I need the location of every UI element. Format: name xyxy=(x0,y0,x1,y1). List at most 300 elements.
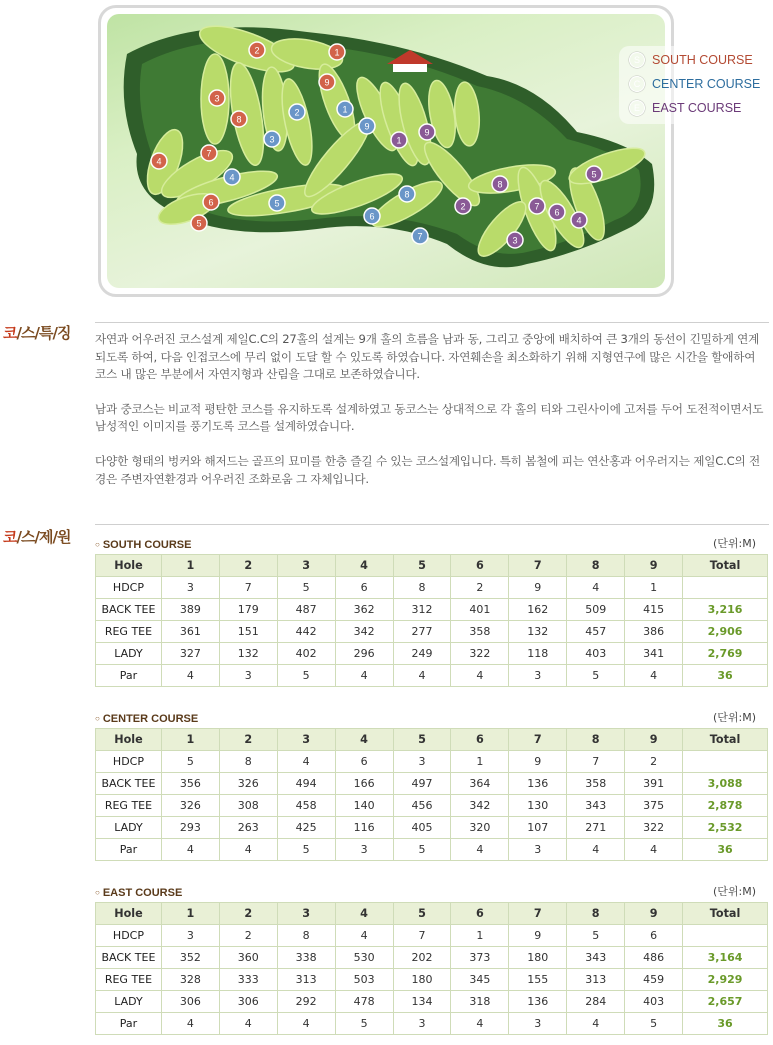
total-cell xyxy=(683,751,768,773)
course-name: ○ SOUTH COURSE xyxy=(95,539,191,551)
table-cell: 180 xyxy=(509,947,567,969)
row-label: Par xyxy=(96,1013,162,1035)
title-char: 코 xyxy=(3,528,17,546)
column-header: 4 xyxy=(335,903,393,925)
scorecard-table xyxy=(95,902,768,1035)
table-cell: 402 xyxy=(277,643,335,665)
row-label: REG TEE xyxy=(96,969,162,991)
table-cell: 1 xyxy=(451,751,509,773)
table-cell: 8 xyxy=(219,751,277,773)
column-header: 2 xyxy=(219,729,277,751)
center-hole-1-marker xyxy=(337,101,353,117)
table-row xyxy=(96,839,768,861)
table-cell: 2 xyxy=(625,751,683,773)
table-cell: 3 xyxy=(161,925,219,947)
scorecard-table xyxy=(95,728,768,861)
features-paragraph: 다양한 형태의 벙커와 해저드는 골프의 묘미를 한층 즐길 수 있는 코스설계입니다. 특히 봄철에 피는 연산홍과 어우러지는 제일C.C의 전경은 주변자연환경과 어우러진 조화로움 그 자체입니다. xyxy=(95,453,760,486)
table-cell: 5 xyxy=(393,839,451,861)
south-hole-8-marker xyxy=(231,111,247,127)
south-hole-7-marker xyxy=(201,145,217,161)
table-cell: 202 xyxy=(393,947,451,969)
table-cell: 312 xyxy=(393,599,451,621)
table-cell: 3 xyxy=(219,665,277,687)
table-cell: 116 xyxy=(335,817,393,839)
table-cell: 401 xyxy=(451,599,509,621)
section-title-features: 코/스/특/징 xyxy=(3,324,71,342)
table-cell: 277 xyxy=(393,621,451,643)
table-cell: 3 xyxy=(161,577,219,599)
row-label: HDCP xyxy=(96,751,162,773)
row-label: HDCP xyxy=(96,925,162,947)
south-hole-1-marker xyxy=(329,44,345,60)
table-cell: 130 xyxy=(509,795,567,817)
svg-text:9: 9 xyxy=(364,121,370,132)
course-name: ○ CENTER COURSE xyxy=(95,713,198,725)
center-hole-3-marker xyxy=(264,131,280,147)
section-title-specs: 코/스/제/원 xyxy=(3,528,71,546)
features-paragraph: 자연과 어우러진 코스설계 제일C.C의 27홀의 설계는 9개 홀의 흐름을 남과 동, 그리고 중앙에 배치하여 큰 3개의 동선이 긴밀하게 연계되도록 하여, 다음 인접코스에 무리 없이 도달 할 수 있도록 하였습니다. 자연훼손을 최소화하기 위해 지형연구에 많은 시간을 할애하여 코스 내 많은 부분에서 자연지형과 산림을 그대로 보존하였습니다. xyxy=(95,332,760,382)
south-hole-3-marker xyxy=(209,90,225,106)
map-legend xyxy=(619,46,769,124)
svg-text:3: 3 xyxy=(269,134,275,145)
east-hole-5-marker xyxy=(586,166,602,182)
svg-text:5: 5 xyxy=(591,169,597,180)
column-header: 8 xyxy=(567,903,625,925)
table-cell: 249 xyxy=(393,643,451,665)
svg-text:6: 6 xyxy=(208,197,214,208)
table-row xyxy=(96,1013,768,1035)
svg-text:8: 8 xyxy=(404,189,410,200)
title-char: 제 xyxy=(38,528,53,546)
legend-east-label: EAST COURSE xyxy=(652,101,742,115)
row-label: LADY xyxy=(96,817,162,839)
table-cell: 313 xyxy=(567,969,625,991)
table-cell: 2 xyxy=(219,925,277,947)
table-cell: 389 xyxy=(161,599,219,621)
table-cell: 4 xyxy=(335,925,393,947)
table-cell: 4 xyxy=(161,665,219,687)
svg-text:8: 8 xyxy=(497,179,503,190)
table-cell: 333 xyxy=(219,969,277,991)
svg-text:5: 5 xyxy=(274,198,280,209)
course-table-header xyxy=(95,880,768,902)
table-cell: 6 xyxy=(625,925,683,947)
table-cell: 5 xyxy=(567,665,625,687)
table-cell: 263 xyxy=(219,817,277,839)
table-cell: 456 xyxy=(393,795,451,817)
center-hole-5-marker xyxy=(269,195,285,211)
svg-text:9: 9 xyxy=(324,77,330,88)
column-header: Total xyxy=(683,729,768,751)
table-cell: 486 xyxy=(625,947,683,969)
table-cell: 6 xyxy=(335,577,393,599)
center-hole-6-marker xyxy=(364,208,380,224)
center-marker-icon: C xyxy=(629,76,645,92)
table-cell: 375 xyxy=(625,795,683,817)
row-label: REG TEE xyxy=(96,795,162,817)
total-cell: 2,929 xyxy=(683,969,768,991)
svg-text:2: 2 xyxy=(460,201,466,212)
svg-text:3: 3 xyxy=(214,93,220,104)
table-row xyxy=(96,751,768,773)
column-header: 5 xyxy=(393,555,451,577)
legend-center-label: CENTER COURSE xyxy=(652,77,761,91)
table-cell: 4 xyxy=(161,1013,219,1035)
table-cell: 8 xyxy=(277,925,335,947)
table-cell: 362 xyxy=(335,599,393,621)
svg-text:7: 7 xyxy=(206,148,212,159)
column-header: 5 xyxy=(393,903,451,925)
total-cell: 2,532 xyxy=(683,817,768,839)
table-cell: 4 xyxy=(161,839,219,861)
column-header: 7 xyxy=(509,555,567,577)
east-hole-8-marker xyxy=(492,176,508,192)
column-header: 7 xyxy=(509,729,567,751)
table-cell: 4 xyxy=(567,1013,625,1035)
center-hole-8-marker xyxy=(399,186,415,202)
table-cell: 136 xyxy=(509,773,567,795)
table-cell: 166 xyxy=(335,773,393,795)
east-hole-6-marker xyxy=(549,204,565,220)
east-hole-3-marker xyxy=(507,232,523,248)
table-cell: 118 xyxy=(509,643,567,665)
table-cell: 5 xyxy=(335,1013,393,1035)
column-header: 6 xyxy=(451,729,509,751)
column-header: 7 xyxy=(509,903,567,925)
divider xyxy=(95,524,769,525)
row-label: LADY xyxy=(96,643,162,665)
center-hole-2-marker xyxy=(289,104,305,120)
south-hole-6-marker xyxy=(203,194,219,210)
east-hole-2-marker xyxy=(455,198,471,214)
total-cell xyxy=(683,577,768,599)
table-cell: 328 xyxy=(161,969,219,991)
column-header: 1 xyxy=(161,903,219,925)
table-cell: 415 xyxy=(625,599,683,621)
column-header: 6 xyxy=(451,555,509,577)
table-cell: 284 xyxy=(567,991,625,1013)
column-header: 9 xyxy=(625,903,683,925)
table-cell: 296 xyxy=(335,643,393,665)
total-cell: 2,878 xyxy=(683,795,768,817)
table-cell: 403 xyxy=(625,991,683,1013)
legend-center xyxy=(629,74,760,94)
table-cell: 3 xyxy=(335,839,393,861)
svg-text:7: 7 xyxy=(417,231,423,242)
table-cell: 4 xyxy=(277,751,335,773)
center-hole-9-marker xyxy=(359,118,375,134)
table-row xyxy=(96,577,768,599)
table-cell: 322 xyxy=(625,817,683,839)
total-cell: 36 xyxy=(683,839,768,861)
table-cell: 530 xyxy=(335,947,393,969)
column-header: 3 xyxy=(277,555,335,577)
table-cell: 4 xyxy=(335,665,393,687)
table-cell: 360 xyxy=(219,947,277,969)
svg-text:4: 4 xyxy=(229,172,235,183)
table-cell: 1 xyxy=(451,925,509,947)
table-cell: 442 xyxy=(277,621,335,643)
table-cell: 4 xyxy=(219,839,277,861)
table-cell: 352 xyxy=(161,947,219,969)
column-header: 8 xyxy=(567,555,625,577)
table-cell: 179 xyxy=(219,599,277,621)
table-cell: 487 xyxy=(277,599,335,621)
table-cell: 364 xyxy=(451,773,509,795)
title-char: 스 xyxy=(20,324,35,342)
table-cell: 8 xyxy=(393,577,451,599)
table-cell: 320 xyxy=(451,817,509,839)
table-cell: 356 xyxy=(161,773,219,795)
table-cell: 3 xyxy=(509,839,567,861)
column-header: 5 xyxy=(393,729,451,751)
table-cell: 425 xyxy=(277,817,335,839)
course-table-header xyxy=(95,706,768,728)
title-char: 특 xyxy=(38,324,53,342)
unit-label: (단위:M) xyxy=(712,711,756,724)
svg-text:2: 2 xyxy=(294,107,300,118)
row-label: HDCP xyxy=(96,577,162,599)
title-char: 스 xyxy=(20,528,35,546)
course-table-east xyxy=(95,880,768,1035)
table-cell: 386 xyxy=(625,621,683,643)
column-header: 3 xyxy=(277,729,335,751)
table-cell: 151 xyxy=(219,621,277,643)
row-label: REG TEE xyxy=(96,621,162,643)
svg-text:1: 1 xyxy=(334,47,340,58)
table-cell: 134 xyxy=(393,991,451,1013)
table-cell: 494 xyxy=(277,773,335,795)
table-cell: 293 xyxy=(161,817,219,839)
table-cell: 107 xyxy=(509,817,567,839)
table-row xyxy=(96,773,768,795)
column-header: 9 xyxy=(625,729,683,751)
column-header: 4 xyxy=(335,729,393,751)
title-char: 원 xyxy=(56,528,71,546)
table-cell: 342 xyxy=(335,621,393,643)
unit-label: (단위:M) xyxy=(712,537,756,550)
column-header: Hole xyxy=(96,903,162,925)
table-cell: 343 xyxy=(567,947,625,969)
title-char: 징 xyxy=(56,324,71,342)
title-char: 코 xyxy=(3,324,17,342)
table-cell: 358 xyxy=(451,621,509,643)
table-row xyxy=(96,599,768,621)
table-cell: 132 xyxy=(509,621,567,643)
table-cell: 6 xyxy=(335,751,393,773)
svg-text:8: 8 xyxy=(236,114,242,125)
east-hole-9-marker xyxy=(419,124,435,140)
table-cell: 478 xyxy=(335,991,393,1013)
total-cell: 3,088 xyxy=(683,773,768,795)
svg-text:4: 4 xyxy=(156,156,162,167)
table-cell: 5 xyxy=(161,751,219,773)
table-cell: 3 xyxy=(509,1013,567,1035)
table-row xyxy=(96,925,768,947)
column-header: 2 xyxy=(219,903,277,925)
table-cell: 292 xyxy=(277,991,335,1013)
table-row xyxy=(96,795,768,817)
course-table-south xyxy=(95,532,768,687)
south-hole-5-marker xyxy=(191,215,207,231)
table-cell: 132 xyxy=(219,643,277,665)
svg-text:3: 3 xyxy=(512,235,518,246)
table-cell: 180 xyxy=(393,969,451,991)
table-cell: 5 xyxy=(277,665,335,687)
table-cell: 4 xyxy=(451,839,509,861)
table-cell: 4 xyxy=(625,665,683,687)
table-cell: 322 xyxy=(451,643,509,665)
total-cell: 2,769 xyxy=(683,643,768,665)
table-cell: 4 xyxy=(451,665,509,687)
table-cell: 140 xyxy=(335,795,393,817)
table-cell: 313 xyxy=(277,969,335,991)
svg-text:4: 4 xyxy=(576,215,582,226)
table-row xyxy=(96,947,768,969)
table-cell: 405 xyxy=(393,817,451,839)
table-header-row xyxy=(96,555,768,577)
south-hole-4-marker xyxy=(151,153,167,169)
table-cell: 338 xyxy=(277,947,335,969)
course-features-text xyxy=(95,331,767,505)
table-cell: 503 xyxy=(335,969,393,991)
svg-text:6: 6 xyxy=(554,207,560,218)
course-table-center xyxy=(95,706,768,861)
table-cell: 4 xyxy=(451,1013,509,1035)
table-cell: 509 xyxy=(567,599,625,621)
column-header: 8 xyxy=(567,729,625,751)
table-cell: 342 xyxy=(451,795,509,817)
column-header: 1 xyxy=(161,729,219,751)
course-table-header xyxy=(95,532,768,554)
total-cell: 36 xyxy=(683,665,768,687)
column-header: 4 xyxy=(335,555,393,577)
east-hole-1-marker xyxy=(391,132,407,148)
column-header: 3 xyxy=(277,903,335,925)
table-cell: 306 xyxy=(219,991,277,1013)
table-cell: 458 xyxy=(277,795,335,817)
table-cell: 7 xyxy=(393,925,451,947)
table-cell: 308 xyxy=(219,795,277,817)
course-map-frame xyxy=(98,5,761,297)
table-cell: 306 xyxy=(161,991,219,1013)
table-cell: 3 xyxy=(393,1013,451,1035)
total-cell: 36 xyxy=(683,1013,768,1035)
table-cell: 345 xyxy=(451,969,509,991)
east-marker-icon: E xyxy=(629,100,645,116)
table-cell: 155 xyxy=(509,969,567,991)
table-row xyxy=(96,991,768,1013)
row-label: BACK TEE xyxy=(96,947,162,969)
table-header-row xyxy=(96,729,768,751)
south-marker-icon: S xyxy=(629,52,645,68)
svg-text:1: 1 xyxy=(342,104,348,115)
course-name: ○ EAST COURSE xyxy=(95,887,182,899)
table-cell: 457 xyxy=(567,621,625,643)
table-cell: 5 xyxy=(567,925,625,947)
table-cell: 5 xyxy=(277,839,335,861)
east-hole-7-marker xyxy=(529,198,545,214)
column-header: 6 xyxy=(451,903,509,925)
row-label: BACK TEE xyxy=(96,599,162,621)
table-row xyxy=(96,643,768,665)
table-cell: 373 xyxy=(451,947,509,969)
table-cell: 327 xyxy=(161,643,219,665)
column-header: Total xyxy=(683,903,768,925)
table-cell: 3 xyxy=(393,751,451,773)
table-cell: 136 xyxy=(509,991,567,1013)
table-cell: 4 xyxy=(277,1013,335,1035)
column-header: 2 xyxy=(219,555,277,577)
table-cell: 5 xyxy=(277,577,335,599)
table-cell: 3 xyxy=(509,665,567,687)
svg-text:1: 1 xyxy=(396,135,402,146)
svg-text:2: 2 xyxy=(254,45,260,56)
scorecard-table xyxy=(95,554,768,687)
table-cell: 326 xyxy=(219,773,277,795)
legend-east xyxy=(629,98,741,118)
column-header: 1 xyxy=(161,555,219,577)
total-cell: 2,657 xyxy=(683,991,768,1013)
course-map xyxy=(107,14,761,288)
table-cell: 7 xyxy=(567,751,625,773)
course-map-illustration xyxy=(107,14,665,288)
divider xyxy=(95,322,769,323)
table-cell: 5 xyxy=(625,1013,683,1035)
center-hole-4-marker xyxy=(224,169,240,185)
column-header: 9 xyxy=(625,555,683,577)
table-cell: 358 xyxy=(567,773,625,795)
legend-south-label: SOUTH COURSE xyxy=(652,53,753,67)
table-cell: 459 xyxy=(625,969,683,991)
svg-text:6: 6 xyxy=(369,211,375,222)
total-cell xyxy=(683,925,768,947)
table-cell: 403 xyxy=(567,643,625,665)
table-cell: 326 xyxy=(161,795,219,817)
table-cell: 1 xyxy=(625,577,683,599)
svg-text:9: 9 xyxy=(424,127,430,138)
table-row xyxy=(96,665,768,687)
table-header-row xyxy=(96,903,768,925)
table-row xyxy=(96,969,768,991)
table-row xyxy=(96,817,768,839)
table-cell: 343 xyxy=(567,795,625,817)
table-cell: 4 xyxy=(567,839,625,861)
table-cell: 9 xyxy=(509,751,567,773)
table-cell: 4 xyxy=(219,1013,277,1035)
table-cell: 9 xyxy=(509,577,567,599)
svg-text:5: 5 xyxy=(196,218,202,229)
total-cell: 3,164 xyxy=(683,947,768,969)
east-hole-4-marker xyxy=(571,212,587,228)
table-cell: 497 xyxy=(393,773,451,795)
row-label: BACK TEE xyxy=(96,773,162,795)
column-header: Total xyxy=(683,555,768,577)
legend-south xyxy=(629,50,753,70)
table-cell: 318 xyxy=(451,991,509,1013)
table-row xyxy=(96,621,768,643)
south-hole-2-marker xyxy=(249,42,265,58)
column-header: Hole xyxy=(96,729,162,751)
unit-label: (단위:M) xyxy=(712,885,756,898)
features-paragraph: 남과 중코스는 비교적 평탄한 코스를 유지하도록 설계하였고 동코스는 상대적으로 각 홀의 티와 그린사이에 고저를 두어 도전적이면서도 남성적인 이미지를 풍기도록 코스를 설계하였습니다. xyxy=(95,401,764,434)
row-label: Par xyxy=(96,839,162,861)
column-header: Hole xyxy=(96,555,162,577)
table-cell: 162 xyxy=(509,599,567,621)
row-label: LADY xyxy=(96,991,162,1013)
table-cell: 9 xyxy=(509,925,567,947)
south-hole-9-marker xyxy=(319,74,335,90)
